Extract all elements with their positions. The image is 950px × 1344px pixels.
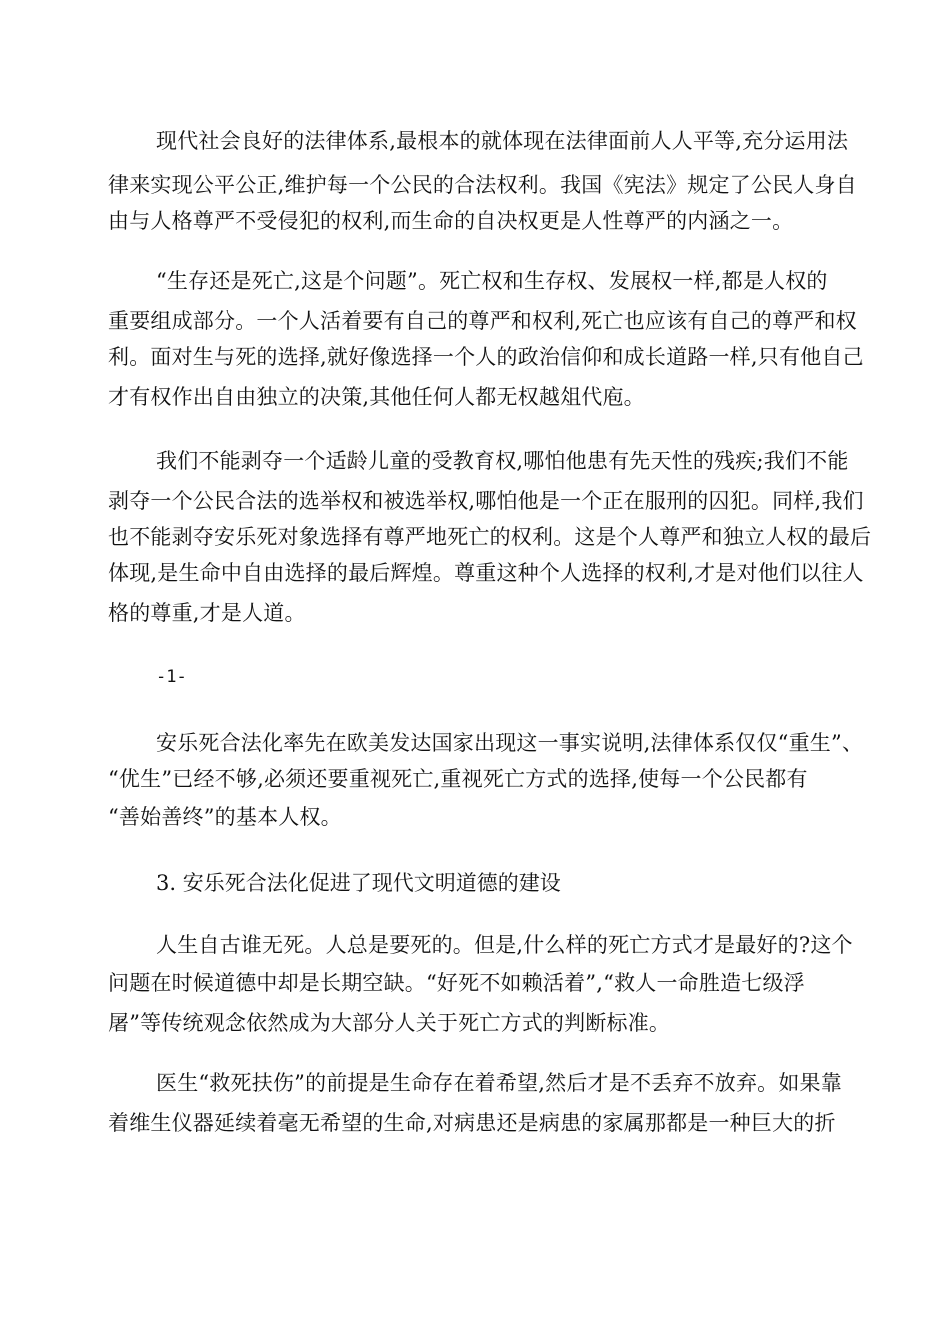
paragraph-3-line-2: 剥夺一个公民合法的选举权和被选举权,哪怕他是一个正在服刑的囚犯。同样,我们 bbox=[108, 489, 864, 513]
section-heading: 3. 安乐死合法化促进了现代文明道德的建设 bbox=[156, 871, 561, 895]
paragraph-5-line-3: 屠”等传统观念依然成为大部分人关于死亡方式的判断标准。 bbox=[108, 1011, 671, 1035]
paragraph-2-line-3: 利。面对生与死的选择,就好像选择一个人的政治信仰和成长道路一样,只有他自己 bbox=[108, 345, 864, 369]
paragraph-6-line-1: 医生“救死扶伤”的前提是生命存在着希望,然后才是不丢弃不放弃。如果靠 bbox=[156, 1071, 842, 1095]
paragraph-1-line-1: 现代社会良好的法律体系,最根本的就体现在法律面前人人平等,充分运用法 bbox=[156, 129, 849, 153]
paragraph-1-line-2: 律来实现公平公正,维护每一个公民的合法权利。我国《宪法》规定了公民人身自 bbox=[108, 173, 857, 197]
paragraph-3-line-4: 体现,是生命中自由选择的最后辉煌。尊重这种个人选择的权利,才是对他们以往人 bbox=[108, 561, 864, 585]
paragraph-2-line-1: “生存还是死亡,这是个问题”。死亡权和生存权、发展权一样,都是人权的 bbox=[156, 269, 828, 293]
paragraph-6-line-2: 着维生仪器延续着毫无希望的生命,对病患还是病患的家属那都是一种巨大的折 bbox=[108, 1111, 836, 1135]
paragraph-1-line-3: 由与人格尊严不受侵犯的权利,而生命的自决权更是人性尊严的内涵之一。 bbox=[108, 209, 794, 233]
paragraph-4-line-1: 安乐死合法化率先在欧美发达国家出现这一事实说明,法律体系仅仅“重生”、 bbox=[156, 731, 864, 755]
paragraph-2-line-4: 才有权作出自由独立的决策,其他任何人都无权越俎代庖。 bbox=[108, 385, 645, 409]
paragraph-5-line-1: 人生自古谁无死。人总是要死的。但是,什么样的死亡方式才是最好的?这个 bbox=[156, 933, 853, 957]
paragraph-3-line-5: 格的尊重,才是人道。 bbox=[108, 601, 306, 625]
paragraph-5-line-2: 问题在时候道德中却是长期空缺。“好死不如赖活着”,“救人一命胜造七级浮 bbox=[108, 971, 805, 995]
paragraph-4-line-2: “优生”已经不够,必须还要重视死亡,重视死亡方式的选择,使每一个公民都有 bbox=[108, 767, 808, 791]
paragraph-4-line-3: “善始善终”的基本人权。 bbox=[108, 805, 342, 829]
paragraph-3-line-3: 也不能剥夺安乐死对象选择有尊严地死亡的权利。这是个人尊严和独立人权的最后 bbox=[108, 525, 872, 549]
paragraph-2-line-2: 重要组成部分。一个人活着要有自己的尊严和权利,死亡也应该有自己的尊严和权 bbox=[108, 309, 857, 333]
paragraph-3-line-1: 我们不能剥夺一个适龄儿童的受教育权,哪怕他患有先天性的残疾;我们不能 bbox=[156, 449, 849, 473]
page-number: -1- bbox=[156, 667, 187, 687]
